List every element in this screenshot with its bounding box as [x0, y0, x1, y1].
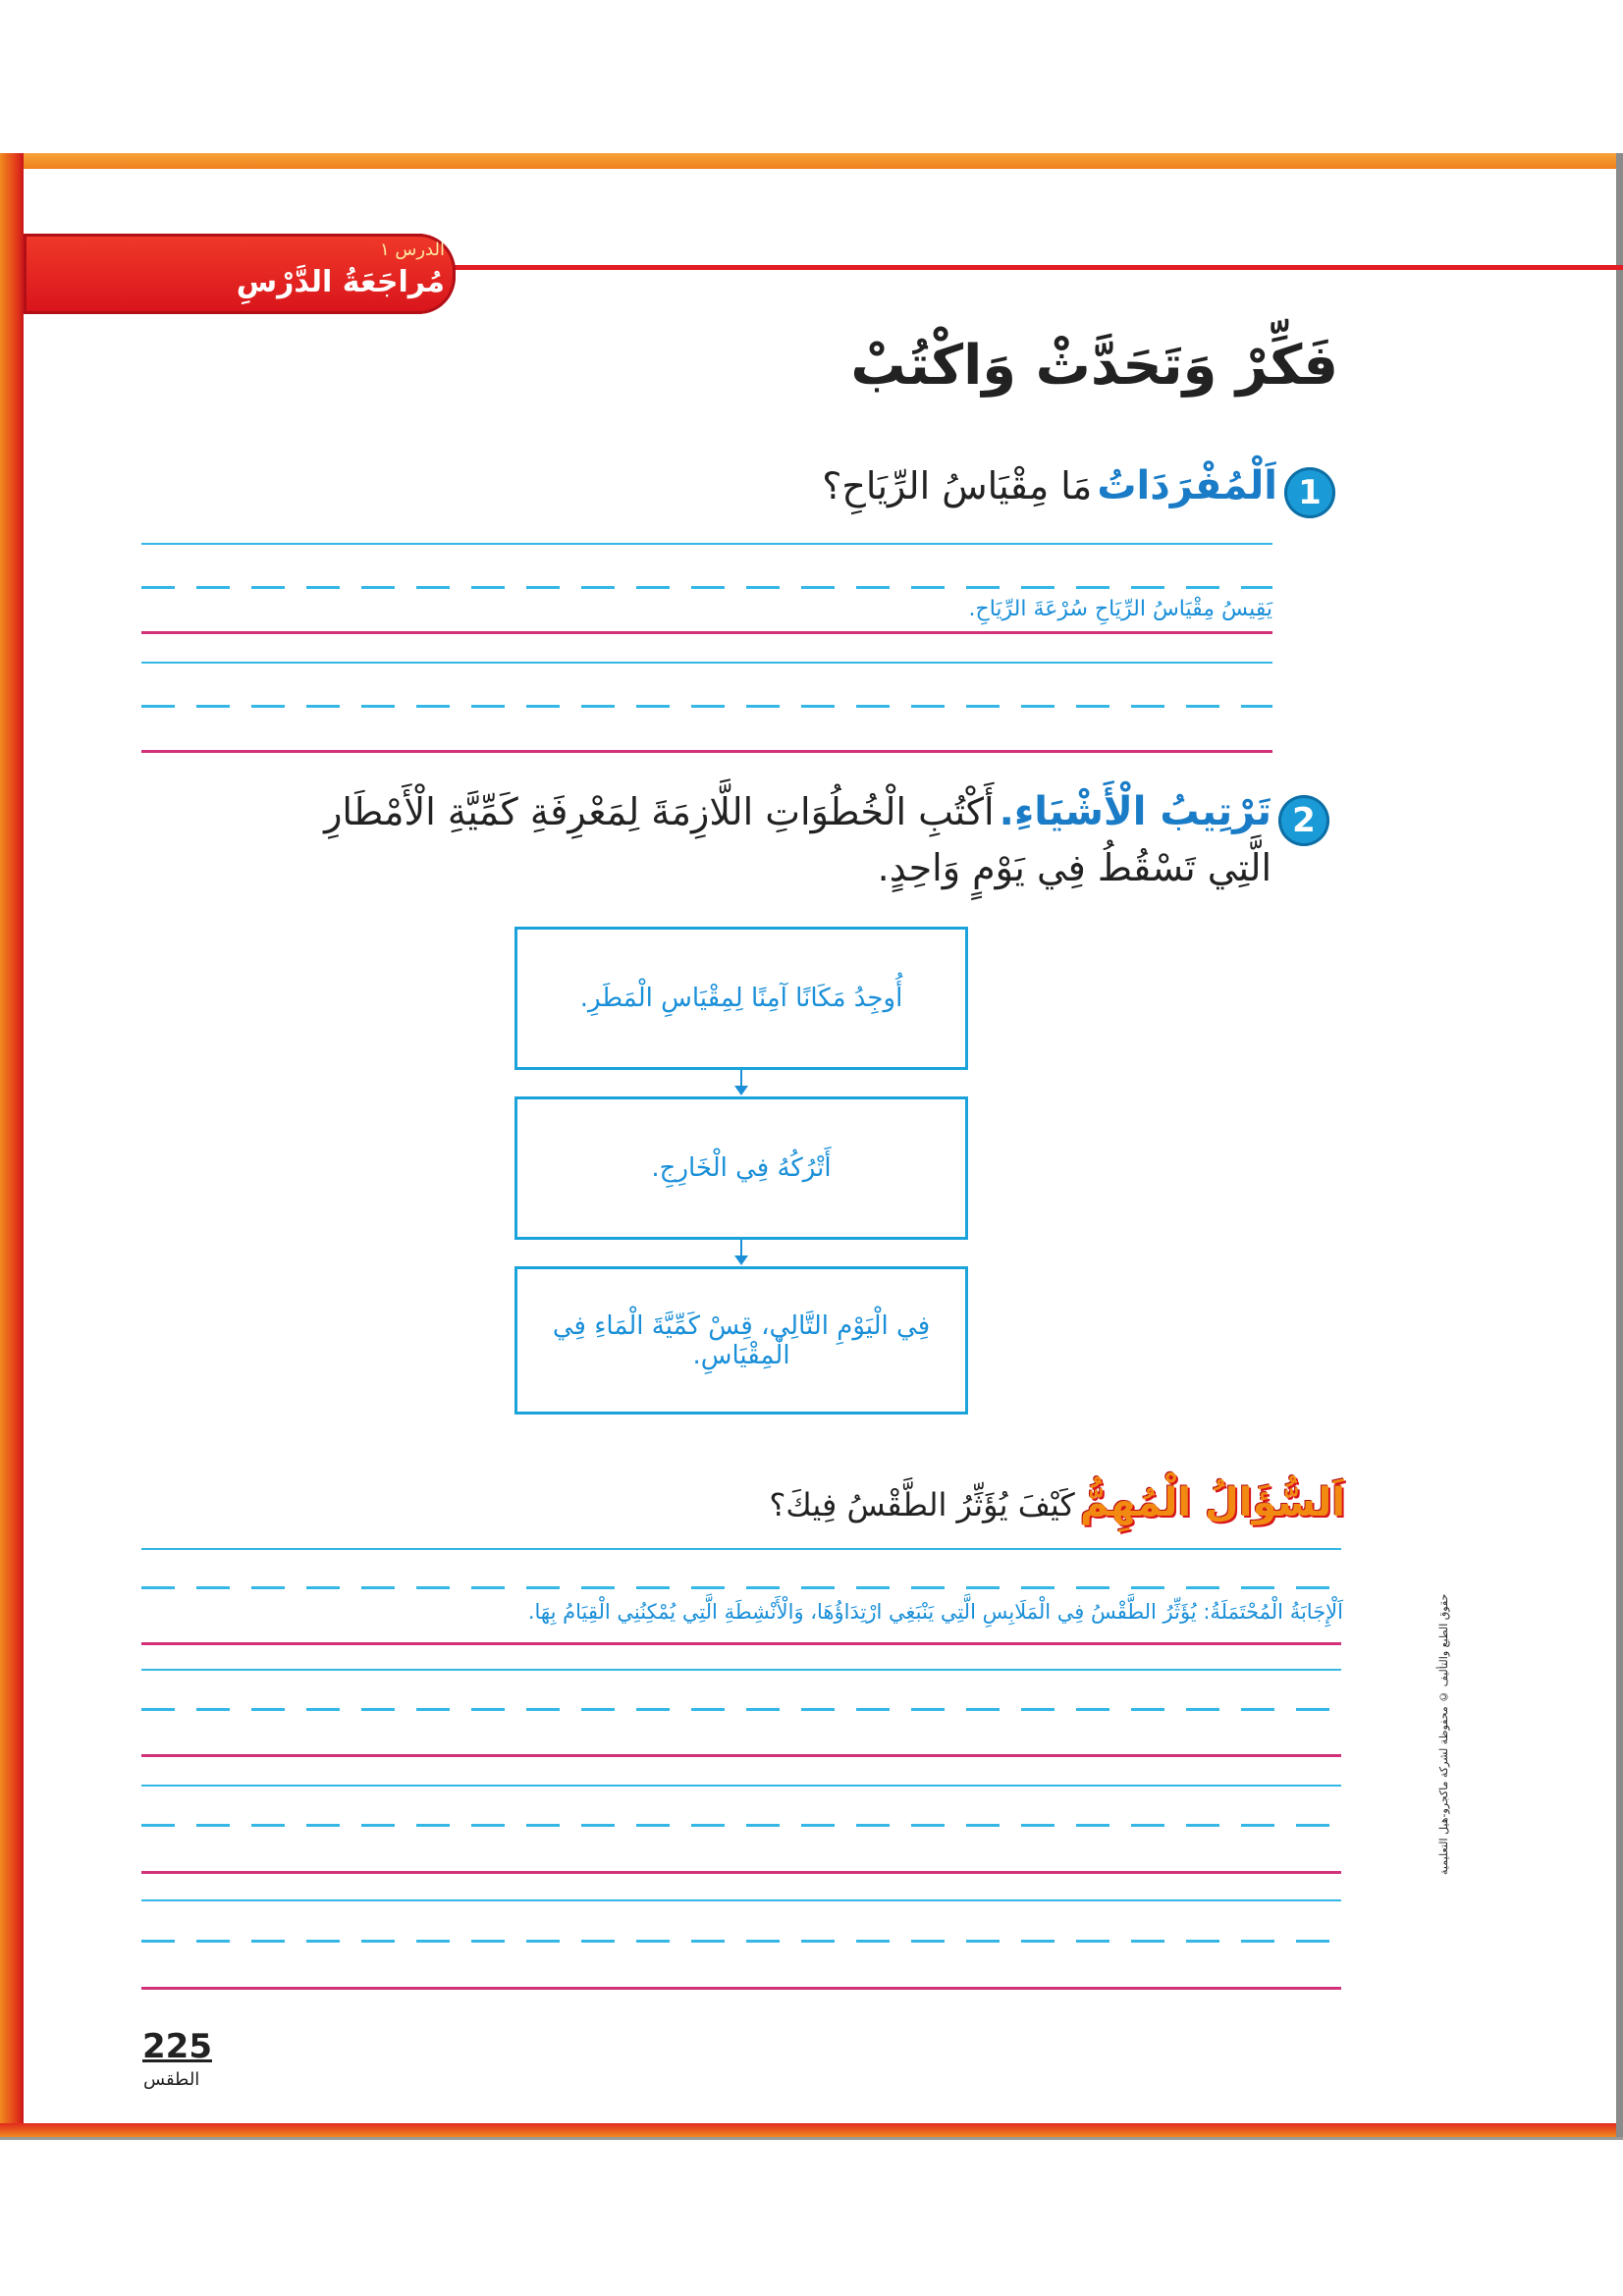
page-frame-top: [0, 153, 1623, 169]
question-2-text-continued: الَّتِي تَسْقُطُ فِي يَوْمٍ وَاحِدٍ.: [877, 846, 1271, 889]
page-unit-label: الطقس: [143, 2069, 200, 2090]
writing-line-dashed: [141, 1586, 1341, 1589]
page-frame-right: [1616, 153, 1623, 2137]
copyright-note: حقوق الطبع والتأليف © محفوظة لشركة ماكجرو-هيل التعليمية: [1437, 1593, 1450, 1875]
page-frame-shadow: [0, 2137, 1623, 2140]
question-1-answer[interactable]: يَقِيسُ مِقْيَاسُ الرِّيَاحِ سُرْعَةَ الرِّيَاحِ.: [968, 597, 1272, 621]
writing-baseline: [141, 1754, 1341, 1757]
essential-question: [769, 1480, 1345, 1525]
writing-line: [141, 1669, 1341, 1671]
writing-baseline: [141, 1642, 1341, 1645]
question-1: [822, 463, 1277, 508]
flowchart-step-2[interactable]: أَتْرُكُهُ فِي الْخَارِجِ.: [514, 1096, 968, 1240]
page-title: فَكِّرْ وَتَحَدَّثْ وَاكْتُبْ: [850, 334, 1338, 398]
question-1-badge: 1: [1284, 467, 1335, 518]
writing-line: [141, 1548, 1341, 1550]
writing-line-dashed: [141, 1824, 1341, 1827]
writing-line-dashed: [141, 1940, 1341, 1943]
essential-question-text: كَيْفَ يُؤَثِّرُ الطَّقْسُ فِيكَ؟: [769, 1486, 1075, 1523]
question-1-label: اَلْمُفْرَدَاتُ: [1097, 463, 1277, 508]
flowchart-step-1[interactable]: أُوجِدُ مَكَانًا آمِنًا لِمِقْيَاسِ الْمَطَرِ.: [514, 927, 968, 1070]
question-2-badge: 2: [1278, 795, 1329, 846]
flowchart-step-3[interactable]: فِي الْيَوْمِ التَّالِي، قِسْ كَمِّيَّةَ الْمَاءِ فِي الْمِقْيَاسِ.: [514, 1266, 968, 1415]
page-frame-bottom: [0, 2123, 1623, 2137]
page-number: 225: [142, 2027, 212, 2066]
question-2-label: تَرْتِيبُ الْأَشْيَاءِ.: [999, 789, 1271, 834]
writing-line-dashed: [141, 1708, 1341, 1711]
header-rule: [432, 265, 1623, 270]
arrow-down-icon: [734, 1086, 748, 1095]
writing-line: [141, 662, 1272, 664]
lesson-number: الدرس ١: [380, 240, 445, 260]
writing-line-dashed: [141, 586, 1272, 589]
writing-baseline: [141, 1987, 1341, 1990]
question-2: [324, 789, 1271, 834]
writing-baseline: [141, 1871, 1341, 1874]
writing-baseline: [141, 631, 1272, 634]
writing-line: [141, 543, 1272, 545]
writing-baseline: [141, 750, 1272, 753]
lesson-title: مُراجَعَةُ الدَّرْسِ: [236, 265, 445, 299]
essential-answer[interactable]: اَلْإِجَابَةُ الْمُحْتَمَلَةُ: يُؤَثِّرُ الطَّقْسُ فِي الْمَلَابِسِ الَّتِي يَنْبَغِي ارْتِدَاؤُهَا، وَالْأَنْشِطَةِ الَّتِي يُمْكِنُنِي الْقِيَامُ بِهَا.: [527, 1600, 1343, 1624]
writing-line-dashed: [141, 705, 1272, 708]
essential-question-label: اَلسُّؤَالُ الْمُهِمُّ: [1079, 1480, 1345, 1525]
writing-line: [141, 1785, 1341, 1787]
question-1-text: مَا مِقْيَاسُ الرِّيَاحِ؟: [822, 464, 1093, 507]
arrow-down-icon: [734, 1255, 748, 1265]
question-2-text: أَكْتُبِ الْخُطُوَاتِ اللَّازِمَةَ لِمَعْرِفَةِ كَمِّيَّةِ الْأَمْطَارِ: [324, 790, 995, 833]
writing-line: [141, 1899, 1341, 1901]
page-frame-left: [0, 153, 24, 2136]
